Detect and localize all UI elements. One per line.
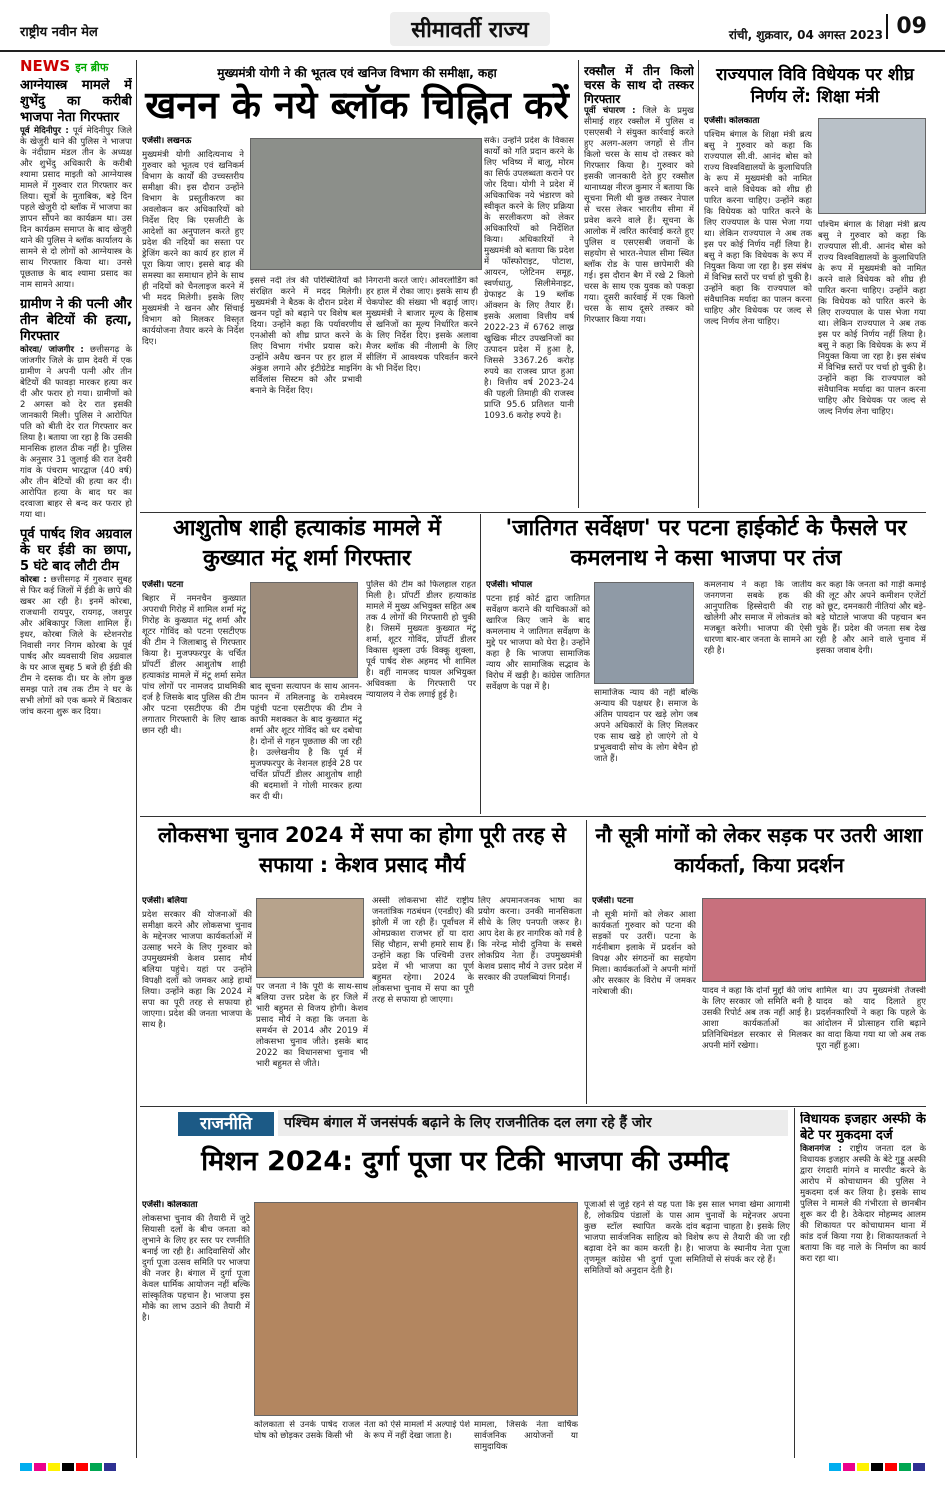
story-body: कि इस साल भगवा खेमा आगामी आम चुनावों के मद्देनजर अपना दांव बढ़ाना चाहता है। इसके लिए विशेष रूप से तैयारी की जा रही है। भाजपा के स्थानीय नेता पूजा समितियों से संपर्क कर रहे हैं।	[686, 1200, 790, 1265]
brief-logo-text: इन ब्रीफ	[75, 61, 109, 74]
color-swatch	[829, 1463, 841, 1471]
story-column	[584, 64, 694, 508]
brief-headline: आग्नेयास्त्र मामले में शुभेंदु का करीबी भाजपा नेता गिरफ्तार	[20, 78, 132, 125]
story-body: कर कहा कि जनता को गाड़ी कमाई की लूट और अपने कमीशन एजेंटों को छूट, दमनकारी नीतियां और बड़े-बड़े घोटाले भाजपा की पहचान बन चुके हैं। प्रदेश की जनता सब देख रही है और आने वाले चुनाव में इसका जवाब देगी।	[816, 580, 926, 656]
story-body: लिए अपमानजनक भाषा का प्रयोग करना। उनकी मानसिकता सीधे के लिए पनपती जरूर है। आप देश के हर नागरिक को गर्व है कि नरेन्द्र मोदी दुनिया के सबसे लोकप्रिय नेता हैं। उपमुख्यमंत्री केशव प्रसाद मौर्य ने उत्तर प्रदेश में सरकार की उपलब्धियां गिनाईं।	[478, 896, 582, 983]
story-column	[818, 220, 926, 508]
story-column	[704, 116, 812, 508]
story-dateline: किशनगंज :	[800, 1144, 842, 1154]
story-column	[366, 276, 478, 508]
story-headline: 'जातिगत सर्वेक्षण' पर पटना हाईकोर्ट के फैसले पर कमलनाथ ने कसा भाजपा पर तंज	[505, 516, 907, 571]
story-dateline: पूर्वी चंपारण :	[584, 106, 636, 116]
story-kicker: मुख्यमंत्री योगी ने की भूतत्व एवं खनिज विभाग की समीक्षा, कहा	[217, 66, 497, 80]
story-column	[484, 136, 574, 508]
story-column	[816, 580, 926, 812]
news-logo-text: NEWS	[20, 57, 71, 75]
story-body: जिले के प्रमुख सीमाई शहर रक्सौल में पुलिस व एसएसबी ने संयुक्त कार्रवाई करते हुए अलग-अलग जगहों से तीन किलो चरस के साथ दो तस्कर को गिरफ्तार किया है। गुरुवार को इसकी जानकारी देते हुए रक्सौल थानाध्यक्ष नीरज कुमार ने बताया कि सूचना मिली थी कुछ तस्कर नेपाल से चरस लेकर भारतीय सीमा में प्रवेश करने वाले हैं। सूचना के आलोक में त्वरित कार्रवाई करते हुए पुलिस व एसएसबी जवानों के सहयोग से भारत-नेपाल सीमा स्थित ब्लॉक रोड के पास छापेमारी की गई। इस दौरान बैग में रखे 2 किलो चरस के साथ एक युवक को पकड़ा गया। दूसरी कार्रवाई में एक किलो चरस के साथ दूसरे तस्कर को गिरफ्तार किया गया।	[584, 106, 694, 325]
dateline: रांची, शुक्रवार, 04 अगस्त 2023	[728, 28, 883, 42]
story-body: सके। उन्होंने प्रदेश के विकास कार्यों को गति प्रदान करने के लिए भविष्य में बालू, मोरम का सिर्फ उपलब्धता कराने पर जोर दिया। योगी ने प्रदेश में अधिकाधिक नये भंडारण को स्वीकृत करने के लिए प्रक्रिया के सरलीकरण को लेकर अधिकारियों को निर्देशित किया। अधिकारियों ने मुख्यमंत्री को बताया कि प्रदेश में फॉस्फोराइट, पोटाश, आयरन, प्लेटिनम समूह, स्वर्णधातु, सिलीमेनाइट, ग्रेफाइट के 19 ब्लॉक ऑक्शन के लिए तैयार हैं। इसके अलावा वित्तीय वर्ष 2022-23 में 6762 लाख्र खुखिक मीटर उपखनिजों का उत्पादन प्रदेश में हुआ है, जिससे 3367.26 करोड़ रुपये का राजस्व प्राप्त हुआ है। वित्तीय वर्ष 2023-24 की पहली तिमाही की राजस्व प्राप्ति 95.6 प्रतिशत यानी 1093.6 करोड़ रुपये है।	[484, 136, 574, 421]
story-body: यादव ने कहा कि दोनों मुद्दों की जांच के लिए सरकार जो समिति बनी है उसकी रिपोर्ट अब तक नहीं आई है। आशा कार्यकर्ताओं का प्रतिनिधिमंडल सरकार से मिलकर अपनी मांगें रखेगा।	[702, 986, 812, 1051]
story-body: बिहार में नमनचैन कुख्यात अपराधी गिरोह में शामिल शर्मा मंटू गिरोह के कुख्यात मंटू शर्मा और शूटर गोविंद को पटना एसटीएफ की टीम ने जिलाबादु से गिरफ्तार किया है। मुजफ्फरपुर के चर्चित प्रॉपर्टी डीलर आशुतोष शाही हत्याकांड मामले में मंटू शर्मा समेत पांच लोगों पर नामजद प्राथमिकी दर्ज है जिसके बाद पुलिस की टीम और पटना एसटीएफ की टीम लगातार गिरफ्तारी के लिए खाक छान रही थी।	[142, 594, 246, 736]
caption-text: नेता को ऐसे मामलों में अल्पाई पेशे के रूप में नहीं देखा जाता है।	[364, 1420, 470, 1441]
story-body: पुलिस की टीम को फिलहाल राहत मिली है। प्रॉपर्टी डीलर हत्याकांड मामले में मुख्य अभियुक्त सहित अब तक 4 लोगों की गिरफ्तारी हो चुकी है। जिसमें मुख्यतः कुख्यात मंटू शर्मा, शूटर गोविंद, प्रॉपर्टी डीलर विकास शुक्ला उर्फ विक्कू शुक्ला, पूर्व पार्षद शेरू अहमद भी शामिल है। वहीं नामजद घायल अभियुक्त अधिवक्ता के गिरफ्तारी पर न्यायालय ने रोक लगाई हुई है।	[366, 580, 476, 700]
keshav-photo	[256, 898, 364, 978]
brief-dateline: पूर्व मेदिनीपुर :	[20, 126, 69, 136]
story-column	[250, 682, 362, 812]
story-byline: एजेंसी। बलिया	[142, 896, 188, 906]
left-brief-column	[20, 78, 132, 1458]
story-column	[704, 580, 812, 812]
durga-photo	[254, 1202, 578, 1416]
section-rule	[140, 1106, 926, 1107]
color-swatch	[34, 1463, 46, 1471]
brief-body: छत्तीसगढ़ के जांजगीर जिले के ग्राम देवरी में एक ग्रामीण ने अपनी पत्नी और तीन बेटियों की फावड़ा मारकर हत्या कर दी और फरार हो गया। ग्रामीणों को 2 अगस्त को देर रात इसकी जानकारी मिली। पुलिस ने आरोपित पति को बीती देर रात गिरफ्तार कर लिया है। बताया जा रहा है कि उसकी मानसिक हालत ठीक नहीं है। पुलिस के अनुसार 31 जुलाई की रात देवरी गांव के पंचराम भारद्वाज (40 वर्ष) और तीन बेटियों की हत्या कर दी। आरोपित हत्या के बाद घर का दरवाजा बाहर से बन्द कर फरार हो गया था।	[20, 345, 132, 520]
color-swatch	[885, 1463, 897, 1471]
section-tag: राजनीति	[178, 1112, 274, 1136]
brief-body: छत्तीसगढ़ में गुरुवार सुबह से फिर कई जिलों में ईडी के छापे की खबर आ रही है। इनमें कोरबा, राजधानी रायपुर, रायगढ़, जशपुर और अंबिकापुर जिला शामिल हैं। इधर, कोरबा जिले के स्टेशनरोड निवासी नगर निगम कोरबा के पूर्व पार्षद और व्यवसायी शिव अग्रवाल के घर आज सुबह 5 बजे ही ईडी की टीम ने दस्तक दी। घर के लोग कुछ समझ पाते तब तक टीम ने घर के सभी लोगों को एक कमरे में बिठाकर जांच करना शुरू कर दिया।	[20, 575, 132, 717]
story-headline: खनन के नये ब्लॉक चिह्नित करें	[145, 83, 569, 127]
photo-caption	[254, 1420, 360, 1458]
color-strip-right	[829, 1463, 925, 1471]
story-body: मुख्यमंत्री योगी आदित्यनाथ ने गुरुवार को भूतत्व एवं खनिकर्म विभाग के कार्यों की उच्चस्तरीय समीक्षा की। इस दौरान उन्होंने विभाग के प्रस्तुतीकरण का अवलोकन कर अधिकारियों को निर्देश दिए कि एसजीटी के आदेशों का अनुपालन करते हुए प्रदेश की नदियों का सस्ता पर ड्रेजिंग करने का कार्य हर हाल में पूरा किया जाए। इससे बाढ़ की समस्या का समाधान होने के साथ ही नदियों को चैनलाइज करने में भी मदद मिलेगी। इसके लिए मुख्यमंत्री ने खनन और सिंचाई विभाग को मिलकर विस्तृत कार्ययोजना तैयार करने के निर्देश दिए।	[142, 150, 244, 347]
caption-text: मामला, जिसके नेता वार्षिक सार्वजनिक आयोजनों या सामुदायिक	[474, 1420, 578, 1452]
story-column	[142, 580, 246, 812]
story-body: पर जनता ने कि पूरी के साथ-साथ बलिया उत्तर प्रदेश के हर जिले में भारी बहुमत से विजय होगी। केशव प्रसाद मौर्य ने कहा कि जनता के समर्थन से 2014 और 2019 में लोकसभा चुनाव जीते। इसके बाद 2022 का विधानसभा चुनाव भी भारी बहुमत से जीते।	[256, 982, 368, 1069]
story-headline: राज्यपाल विवि विधेयक पर शीघ्र निर्णय लें: शिक्षा मंत्री	[716, 65, 914, 107]
story-byline: एजेंसी। पटना	[142, 580, 184, 590]
story-column	[250, 276, 362, 508]
story-body: इससे नदी तंत्र की परिस्थितियों को संरक्षित करने में मदद मिलेगी। मुख्यमंत्री ने बैठक के दौरान प्रदेश में खनन पट्टों को बढ़ाने पर विशेष बल दिया। उन्होंने कहा कि पर्यावरणीय एनओसी को शीघ्र प्राप्त करने के लिए विभाग गंभीर प्रयास करे। उन्होंने अवैध खनन पर हर हाल में अंकुश लगाने और इंटीग्रेटेड माइनिंग सर्विलांस सिस्टम को और प्रभावी बनाने के निर्देश दिए।	[250, 276, 362, 396]
color-swatch	[913, 1463, 925, 1471]
story-column	[584, 1200, 682, 1458]
section-rule	[140, 512, 926, 513]
brief-headline: पूर्व पार्षद शिव अग्रवाल के घर ईडी का छापा, 5 घंटे बाद लौटी टीम	[20, 527, 132, 574]
story-column	[702, 986, 812, 1102]
color-swatch	[90, 1463, 102, 1471]
color-swatch	[871, 1463, 883, 1471]
story-body: निगरानी करते जाएं। ओवरलोडिंग को हर हाल में रोका जाए। इसके साथ ही चेकपोस्ट की संख्या भी बढ़ाई जाए। मुख्यमंत्री ने बाजार मूल्य के हिसाब से खनिजों का मूल्य निर्धारित करने के लिए निर्देश दिए। इसके अलावा मैजर ब्लॉक की नीलामी के लिए सीलिंग में आवश्यक परिवर्तन करने के भी निर्देश दिए।	[366, 276, 478, 374]
story-body: पूजाओं से जुड़े रहने से यह पता है, लोकप्रिय पंडालों के पास कुछ स्टॉल स्थापित करके भाजपा सार्वजनिक साहित्य को बढ़ावा देने का काम करती है। तृणमूल कांग्रेस भी दुर्गा पूजा समितियों को अनुदान देती है।	[584, 1200, 682, 1276]
color-swatch	[62, 1463, 74, 1471]
color-swatch	[104, 1463, 116, 1471]
color-swatch	[857, 1463, 869, 1471]
story-body: नौ सूत्री मांगों को लेकर आशा कार्यकर्ता गुरुवार को पटना की सड़कों पर उतरीं। पटना के गर्दनीबाग इलाके में प्रदर्शन को विपक्ष और संगठनों का सहयोग मिला। कार्यकर्ताओं ने अपनी मांगों और सरकार के विरोध में जमकर नारेबाजी की।	[592, 910, 696, 997]
story-body: अस्सी लोकसभा सीटें राष्ट्रीय जनतांत्रिक गठबंधन (एनडीए) की झोली में जा रही हैं। पूर्वांचल में ओमप्रकाश राजभर हों या दारा सिंह चौहान, सभी हमारे साथ हैं। उन्होंने कहा कि पश्चिमी उत्तर प्रदेश में भी भाजपा का पूर्ण बहुमत रहेगा। 2024 के लोकसभा चुनाव में सपा का पूरी तरह से सफाया हो जाएगा।	[372, 896, 474, 1005]
story-byline: एजेंसी। कोलकाता	[704, 116, 760, 126]
column-rule	[698, 60, 699, 508]
masthead: राष्ट्रीय नवीन मेल	[20, 25, 98, 40]
registration-strip	[20, 1462, 925, 1472]
story-body: पश्चिम बंगाल के शिक्षा मंत्री ब्रत्य बसु ने गुरुवार को कहा कि राज्यपाल सी.वी. आनंद बोस को राज्य विश्वविद्यालयों के कुलाधिपति के रूप में मुख्यमंत्री को नामित करने वाले विधेयक को शीघ्र ही पारित करना चाहिए। उन्होंने कहा कि विधेयक को पारित करने के लिए राज्यपाल के पास भेजा गया था। लेकिन राज्यपाल ने अब तक इस पर कोई निर्णय नहीं लिया है। बसु ने कहा कि विधेयक के रूप में नियुक्त किया जा रहा है। इस संबंध में विभिन्न स्तरों पर चर्चा हो चुकी है। उन्होंने कहा कि राज्यपाल को संवैधानिक मर्यादा का पालन करना चाहिए और विधेयक पर जल्द से जल्द निर्णय लेना चाहिए।	[704, 130, 812, 327]
story-column	[142, 896, 252, 1102]
brief-dateline: कोरवा/ जांजगीर :	[20, 345, 84, 355]
photo-caption	[474, 1420, 578, 1458]
color-swatch	[20, 1463, 32, 1471]
story-column	[142, 1200, 250, 1458]
story-column	[142, 136, 244, 508]
story-column	[592, 896, 696, 1102]
page-header	[0, 0, 945, 52]
accused-photo	[250, 582, 358, 678]
protest-photo	[702, 898, 926, 982]
story-byline: एजेंसी। कोलकाता	[142, 1200, 198, 1210]
news-brief-logo	[20, 57, 108, 75]
story-headline: नौ सूत्री मांगों को लेकर सड़क पर उतरी आशा कार्यकर्ता, किया प्रदर्शन	[595, 823, 923, 877]
story-body: प्रदेश सरकार की योजनाओं की समीक्षा करने और लोकसभा चुनाव के मद्देनजर भाजपा कार्यकर्ताओं में उत्साह भरने के लिए गुरुवार को उपमुख्यमंत्री केशव प्रसाद मौर्य बलिया पहुंचे। यहां पर उन्होंने विपक्षी दलों को जमकर आड़े हाथों लिया। उन्होंने कहा कि 2024 में सपा का पूरी तरह से सफाया हो जाएगा। प्रदेश की जनता भाजपा के साथ है।	[142, 910, 252, 1030]
story-body: पश्चिम बंगाल के शिक्षा मंत्री ब्रत्य बसु ने गुरुवार को कहा कि राज्यपाल सी.वी. आनंद बोस को राज्य विश्वविद्यालयों के कुलाधिपति के रूप में मुख्यमंत्री को नामित करने वाले विधेयक को शीघ्र ही पारित करना चाहिए। उन्होंने कहा कि विधेयक को पारित करने के लिए राज्यपाल के पास भेजा गया था। लेकिन राज्यपाल ने अब तक इस पर कोई निर्णय नहीं लिया है। बसु ने कहा कि विधेयक के रूप में नियुक्त किया जा रहा है। इस संबंध में विभिन्न स्तरों पर चर्चा हो चुकी है। उन्होंने कहा कि राज्यपाल को संवैधानिक मर्यादा का पालन करना चाहिए और विधेयक पर जल्द से जल्द निर्णय लेना चाहिए।	[818, 220, 926, 417]
story-body: राष्ट्रीय जनता दल के विधायक इजहार अस्फी के बेटे गुड्डू अस्फी द्वारा रंगदारी मांगने व मारपीट करने के आरोप में कोचाधामन की पुलिस ने मुकदमा दर्ज कर लिया है। इसके साथ पुलिस ने मामले की गंभीरता से छानबीन शुरू कर दी है। ठेकेदार मोहम्मद आलम की शिकायत पर कोचाधामन थाना में कांड दर्ज किया गया है। शिकायतकर्ता ने बताया कि वह नाले के निर्माण का कार्य करा रहा था।	[800, 1144, 926, 1264]
story-column	[478, 896, 582, 1102]
brief-headline: ग्रामीण ने की पत्नी और तीन बेटियों की हत्या, गिरफ्तार	[20, 297, 132, 344]
brief-body: पूर्व मेदिनीपुर जिले के खेजुरी थाने की पुलिस ने भाजपा के नंदीग्राम मंडल तीन के अध्यक्ष और शुभेंदु अधिकारी के करीबी श्यामा प्रसाद माइती को आग्नेयास्त्र मामले में गुरुवार रात गिरफ्तार कर लिया। सूत्रों के मुताबिक, बड़े दिन पहले खेजुरी दो ब्लॉक में भाजपा का ज्ञापन सौंपने का कार्यक्रम था। उस दिन कार्यक्रम समाप्त के बाद खेजुरी थाने की पुलिस ने ब्लॉक कार्यालय के सामने से दो लोगों को आग्नेयास्त्र के साथ गिरफ्तार किया था। उनसे पूछताछ के बाद श्यामा प्रसाद का नाम सामने आया।	[20, 126, 132, 290]
brief-dateline: कोरबा :	[20, 575, 47, 585]
column-rule	[794, 1108, 795, 1458]
story-headline: रक्सौल में तीन किलो चरस के साथ दो तस्कर गिरफ्तार	[584, 64, 694, 106]
story-body: सामाजिक न्याय की नहीं बल्कि अन्याय की पक्षधर है। समाज के अंतिम पायदान पर खड़े लोग जब अपने अधिकारों के लिए मिलकर एक साथ खड़े हो जाएंगे तो ये प्रभुत्ववादी सोच के लोग बेचैन हो जाते हैं।	[594, 688, 698, 764]
story-column	[366, 580, 476, 812]
color-swatch	[843, 1463, 855, 1471]
story-byline: एजेंसी। भोपाल	[486, 580, 533, 590]
story-column	[686, 1200, 790, 1458]
color-strip-left	[20, 1463, 116, 1471]
column-rule	[480, 514, 481, 814]
story-byline: एजेंसी। पटना	[592, 896, 634, 906]
story-headline: विधायक इजहार अस्फी के बेटे पर मुकदमा दर्ज	[800, 1112, 926, 1143]
story-column	[800, 1112, 926, 1458]
kamalnath-photo	[594, 582, 694, 684]
caption-text: कोलकाता से उनके पार्षद राजल घोष को छोड़कर उसके किसी भी	[254, 1420, 360, 1441]
color-swatch	[76, 1463, 88, 1471]
page-number: 09	[886, 14, 927, 39]
story-column	[256, 982, 368, 1102]
story-body: बाद सूचना सत्यापन के साथ आनन-फानन में तमिलनाडु के रामेश्वरम पहुंची पटना एसटीएफ की टीम ने काफी मशक्कत के बाद कुख्यात मंटू शर्मा और शूटर गोविंद को धर दबोचा है। दोनों से गहन पूछताछ की जा रही है। उल्लेखनीय है कि पूर्व में मुजफ्फरपुर के नेशनल हाईवे 28 पर चर्चित प्रॉपर्टी डीलर आशुतोष शाही की बदमाशों ने गोली मारकर हत्या कर दी थी।	[250, 682, 362, 802]
column-rule	[586, 820, 587, 1104]
story-body: कमलनाथ ने कहा कि जातीय जनगणना सबके हक की आनुपातिक हिस्सेदारी की राह खोलेगी और समाज में लोकतंत्र को मजबूत करेगी। भाजपा की ऐसी धारणा बार-बार जनता के सामने आ रही है।	[704, 580, 812, 656]
story-byline: एजेंसी। लखनऊ	[142, 136, 192, 146]
story-column	[486, 580, 590, 812]
column-rule	[136, 60, 137, 1458]
story-body: शामिल था। उप मुख्यमंत्री तेजस्वी यादव को याद दिलाते हुए प्रदर्शनकारियों ने कहा कि पहले के आंदोलन में प्रोत्साहन राशि बढ़ाने का वादा किया गया था जो अब तक पूरा नहीं हुआ।	[816, 986, 926, 1051]
story-column	[594, 688, 698, 812]
photo-caption	[364, 1420, 470, 1458]
color-swatch	[899, 1463, 911, 1471]
section-rule	[140, 816, 926, 817]
story-headline: लोकसभा चुनाव 2024 में सपा का होगा पूरी तरह से सफाया : केशव प्रसाद मौर्य	[158, 823, 566, 877]
color-swatch	[48, 1463, 60, 1471]
meeting-photo	[250, 138, 482, 270]
story-headline: मिशन 2024: दुर्गा पूजा पर टिकी भाजपा की उम्मीद	[201, 1146, 729, 1177]
section-title: सीमावर्ती राज्य	[390, 12, 550, 46]
tag-kicker: पश्चिम बंगाल में जनसंपर्क बढ़ाने के लिए राजनीतिक दल लगा रहे हैं जोर	[278, 1110, 788, 1136]
story-column	[816, 986, 926, 1102]
story-body: पटना हाई कोर्ट द्वारा जातिगत सर्वेक्षण कराने की याचिकाओं को खारिज किए जाने के बाद कमलनाथ ने जातिगत सर्वेक्षण के मुद्दे पर भाजपा को घेरा है। उन्होंने कहा है कि भाजपा सामाजिक न्याय और सामाजिक सद्भाव के विरोध में खड़ी है। कांग्रेस जातिगत सर्वेक्षण के पक्ष में है।	[486, 594, 590, 692]
story-headline: आशुतोष शाही हत्याकांड मामले में कुख्यात मंटू शर्मा गिरफ्तार	[172, 516, 442, 571]
story-column	[372, 896, 474, 1102]
story-body: लोकसभा चुनाव की तैयारी में जुटे सियासी दलों के बीच जनता को लुभाने के लिए हर स्तर पर रणनीति बनाई जा रही है। आदिवासियों और दुर्गा पूजा उत्सव समिति पर भाजपा की नजर है। बंगाल में दुर्गा पूजा केवल धार्मिक आयोजन नहीं बल्कि सांस्कृतिक पहचान है। भाजपा इस मौके का लाभ उठाने की तैयारी में है।	[142, 1214, 250, 1323]
column-rule	[578, 60, 579, 508]
minister-photo	[818, 118, 926, 214]
